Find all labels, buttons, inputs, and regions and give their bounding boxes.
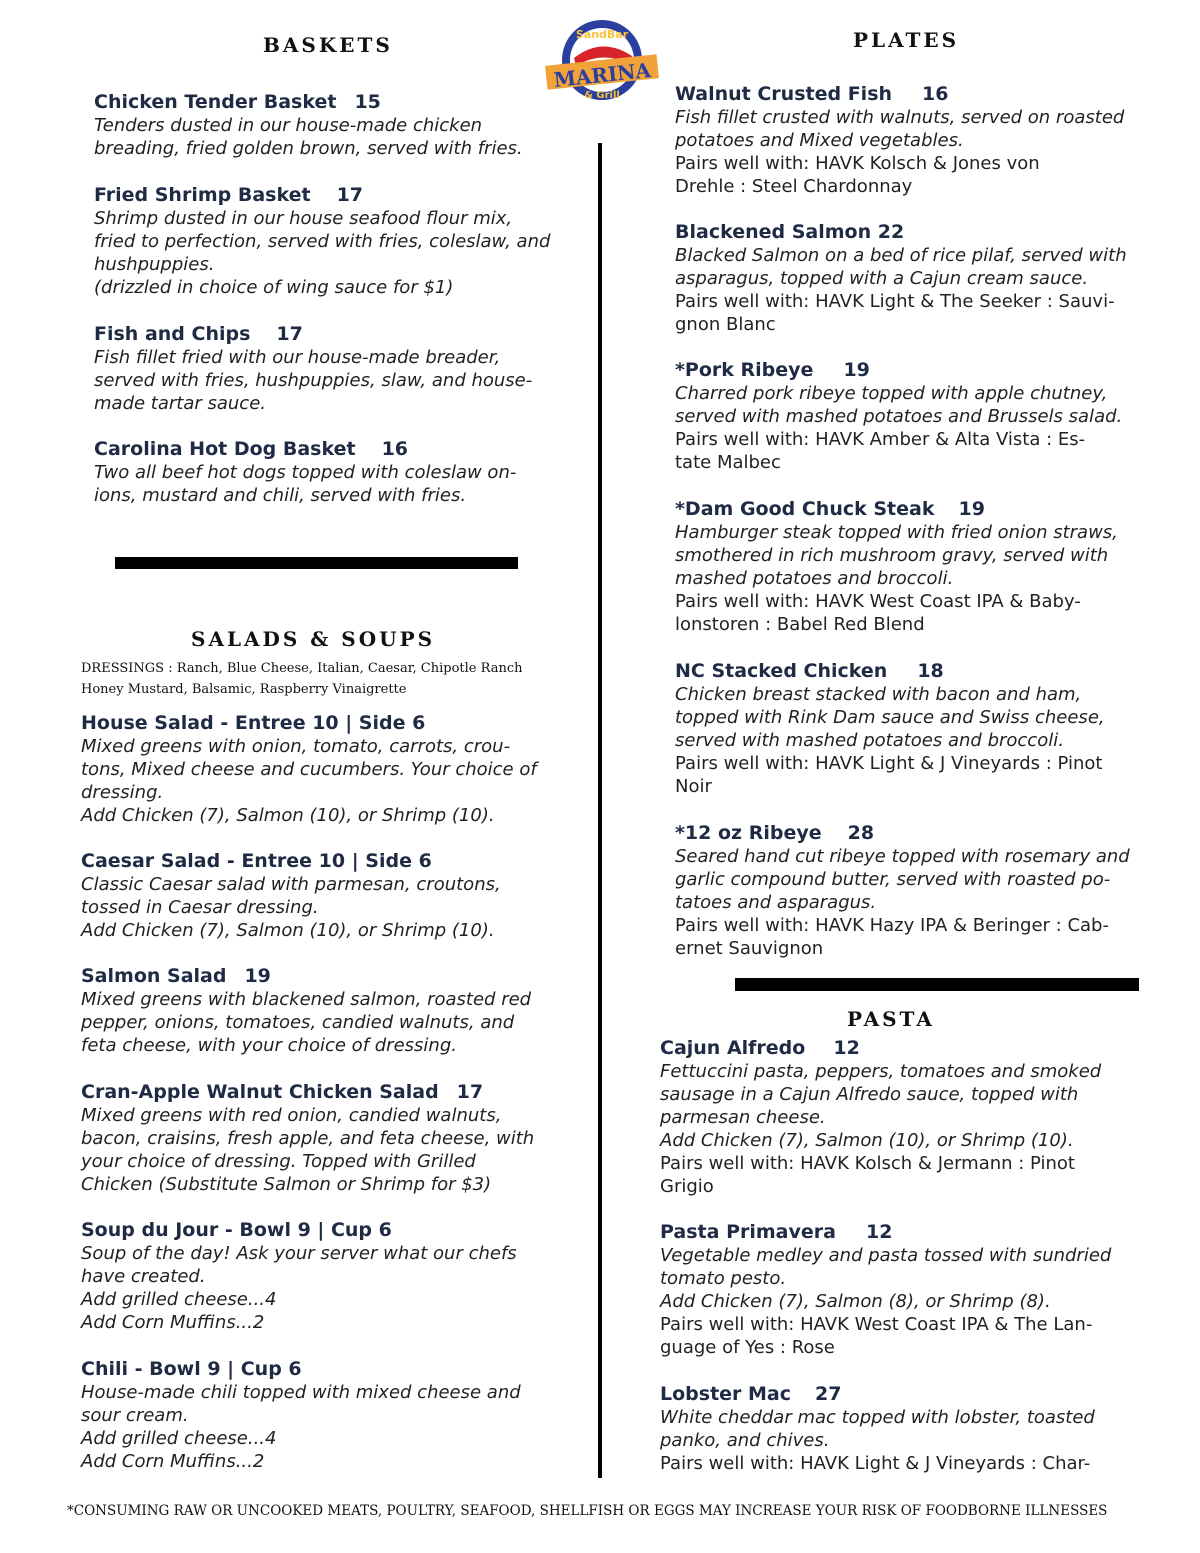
item-pairing-line: Drehle : Steel Chardonnay [675, 176, 913, 197]
item-desc-line: sausage in a Cajun Alfredo sauce, topped with [660, 1084, 1079, 1105]
item-name: Pasta Primavera [660, 1221, 836, 1243]
basket-item [94, 90, 523, 160]
item-desc-line: sour cream. [81, 1405, 189, 1426]
item-price: 16 [922, 83, 949, 105]
salads-title: SALADS & SOUPS [191, 627, 436, 651]
item-name: Caesar Salad - Entree 10 | Side 6 [81, 850, 432, 872]
item-name: *12 oz Ribeye [675, 822, 822, 844]
item-desc-line: served with mashed potatoes and broccoli. [675, 730, 1064, 751]
item-desc-line: Chicken (Substitute Salmon or Shrimp for $3) [81, 1174, 492, 1195]
item-desc-line: (drizzled in choice of wing sauce for $1) [94, 277, 454, 298]
dressings-line: DRESSINGS : Ranch, Blue Cheese, Italian, Caesar, Chipotle Ranch [81, 661, 523, 676]
item-desc-line: served with fries, hushpuppies, slaw, and house- [94, 370, 533, 391]
item-desc-line: Add Chicken (7), Salmon (10), or Shrimp (10). [81, 920, 495, 941]
item-price: 19 [244, 965, 271, 987]
salad-item [81, 849, 501, 942]
item-name: Fried Shrimp Basket [94, 184, 311, 206]
item-desc-line: Add grilled cheese...4 [81, 1289, 277, 1310]
item-desc-line: Charred pork ribeye topped with apple chutney, [675, 383, 1108, 404]
item-name: *Dam Good Chuck Steak [675, 498, 935, 520]
salad-item [81, 1218, 517, 1334]
plate-item [675, 220, 1127, 336]
item-desc-line: White cheddar mac topped with lobster, toasted [660, 1407, 1095, 1428]
item-desc-line: Hamburger steak topped with fried onion straws, [675, 522, 1118, 543]
item-name: House Salad - Entree 10 | Side 6 [81, 712, 426, 734]
item-price: 19 [958, 498, 985, 520]
item-desc-line: Tenders dusted in our house-made chicken [94, 115, 483, 136]
item-desc-line: Shrimp dusted in our house seafood flour mix, [94, 208, 513, 229]
item-desc-line: Two all beef hot dogs topped with coleslaw on- [94, 462, 517, 483]
item-price: 19 [843, 359, 870, 381]
item-pairing-line: tate Malbec [675, 452, 781, 473]
item-desc-line: parmesan cheese. [660, 1107, 826, 1128]
item-pairing-line: Pairs well with: HAVK Light & The Seeker : Sauvi- [675, 291, 1115, 312]
item-desc-line: dressing. [81, 782, 164, 803]
section-divider-plates [735, 978, 1139, 991]
salad-item [81, 711, 537, 827]
item-name: NC Stacked Chicken [675, 660, 888, 682]
item-desc-line: tatoes and asparagus. [675, 892, 877, 913]
item-desc-line: Fish fillet fried with our house-made breader, [94, 347, 501, 368]
item-desc-line: smothered in rich mushroom gravy, served with [675, 545, 1109, 566]
item-price: 17 [276, 323, 303, 345]
item-price: 12 [833, 1037, 860, 1059]
marina-logo-graphic [544, 16, 660, 108]
plate-item [675, 497, 1118, 636]
item-desc-line: Add Chicken (7), Salmon (10), or Shrimp (10). [660, 1130, 1074, 1151]
item-desc-line: Mixed greens with blackened salmon, roasted red [81, 989, 532, 1010]
item-desc-line: served with mashed potatoes and Brussels salad. [675, 406, 1123, 427]
item-desc-line: Add Chicken (7), Salmon (10), or Shrimp (10). [81, 805, 495, 826]
item-desc-line: asparagus, topped with a Cajun cream sauce. [675, 268, 1089, 289]
item-name: Chili - Bowl 9 | Cup 6 [81, 1358, 302, 1380]
item-name: Lobster Mac [660, 1383, 792, 1405]
item-price: 17 [456, 1081, 484, 1103]
item-name: Chicken Tender Basket [94, 91, 337, 113]
pasta-item [660, 1220, 1111, 1359]
item-desc-line: panko, and chives. [660, 1430, 830, 1451]
plate-item [675, 821, 1130, 960]
logo-bottom-text: & Grill [584, 90, 620, 101]
item-pairing-line: Noir [675, 776, 712, 797]
dressings-list [81, 658, 522, 700]
item-price: 16 [381, 438, 409, 460]
item-desc-line: breading, fried golden brown, served with fries. [94, 138, 523, 159]
salad-item [81, 1080, 534, 1196]
item-pairing-line: ernet Sauvignon [675, 938, 824, 959]
item-desc-line: garlic compound butter, served with roasted po- [675, 869, 1111, 890]
item-desc-line: Fettuccini pasta, peppers, tomatoes and smoked [660, 1061, 1102, 1082]
item-price: 27 [815, 1383, 842, 1405]
item-desc-line: Blacked Salmon on a bed of rice pilaf, served with [675, 245, 1127, 266]
item-price: 28 [847, 822, 875, 844]
item-desc-line: topped with Rink Dam sauce and Swiss cheese, [675, 707, 1105, 728]
plate-item [675, 659, 1105, 798]
plate-item [675, 82, 1124, 198]
item-pairing-line: gnon Blanc [675, 314, 776, 335]
item-price: 12 [865, 1221, 893, 1243]
item-name: Cajun Alfredo [660, 1037, 806, 1059]
item-name: Walnut Crusted Fish [675, 83, 893, 105]
item-desc-line: hushpuppies. [94, 254, 215, 275]
item-pairing-line: Pairs well with: HAVK Light & J Vineyards : Char- [660, 1453, 1091, 1474]
item-desc-line: feta cheese, with your choice of dressing. [81, 1035, 457, 1056]
item-desc-line: Seared hand cut ribeye topped with rosemary and [675, 846, 1130, 867]
item-desc-line: Mixed greens with red onion, candied walnuts, [81, 1105, 502, 1126]
item-desc-line: Soup of the day! Ask your server what our chefs [81, 1243, 517, 1264]
column-divider [598, 143, 602, 1478]
item-desc-line: Add grilled cheese...4 [81, 1428, 277, 1449]
item-name: Salmon Salad [81, 965, 227, 987]
item-desc-line: Chicken breast stacked with bacon and ham, [675, 684, 1082, 705]
item-desc-line: Add Corn Muffins...2 [81, 1451, 265, 1472]
item-desc-line: Add Chicken (7), Salmon (8), or Shrimp (8). [660, 1291, 1051, 1312]
item-desc-line: fried to perfection, served with fries, coleslaw, and [94, 231, 551, 252]
item-price: 17 [336, 184, 364, 206]
item-desc-line: tossed in Caesar dressing. [81, 897, 319, 918]
item-price: 15 [354, 91, 381, 113]
item-desc-line: bacon, craisins, fresh apple, and feta cheese, with [81, 1128, 535, 1149]
item-pairing-line: Pairs well with: HAVK West Coast IPA & Baby- [675, 591, 1081, 612]
plates-title: PLATES [853, 28, 960, 52]
item-desc-line: ions, mustard and chili, served with fries. [94, 485, 467, 506]
basket-item [94, 322, 532, 415]
basket-item [94, 183, 550, 299]
item-pairing-line: guage of Yes : Rose [660, 1337, 835, 1358]
item-desc-line: Fish fillet crusted with walnuts, served on roasted [675, 107, 1125, 128]
logo [544, 16, 660, 108]
item-desc-line: tomato pesto. [660, 1268, 787, 1289]
item-desc-line: Mixed greens with onion, tomato, carrots, crou- [81, 736, 511, 757]
item-pairing-line: Pairs well with: HAVK Amber & Alta Vista : Es- [675, 429, 1086, 450]
basket-item [94, 437, 516, 507]
item-name: *Pork Ribeye [675, 359, 814, 381]
section-divider-baskets [115, 557, 518, 569]
item-pairing-line: lonstoren : Babel Red Blend [675, 614, 925, 635]
salad-item [81, 1357, 521, 1473]
item-desc-line: potatoes and Mixed vegetables. [675, 130, 964, 151]
item-pairing-line: Pairs well with: HAVK Light & J Vineyards : Pinot [675, 753, 1103, 774]
item-name: Carolina Hot Dog Basket [94, 438, 356, 460]
item-name: Fish and Chips [94, 323, 251, 345]
plate-item [675, 358, 1122, 474]
item-pairing-line: Pairs well with: HAVK Kolsch & Jermann : Pinot [660, 1153, 1075, 1174]
item-pairing-line: Pairs well with: HAVK Kolsch & Jones von [675, 153, 1040, 174]
baskets-title: BASKETS [263, 33, 393, 57]
item-desc-line: have created. [81, 1266, 206, 1287]
item-desc-line: pepper, onions, tomatoes, candied walnuts, and [81, 1012, 515, 1033]
item-desc-line: Add Corn Muffins...2 [81, 1312, 265, 1333]
item-desc-line: House-made chili topped with mixed cheese and [81, 1382, 521, 1403]
logo-main-text: MARINA [552, 57, 653, 93]
item-desc-line: Classic Caesar salad with parmesan, croutons, [81, 874, 501, 895]
item-pairing-line: Pairs well with: HAVK West Coast IPA & The Lan- [660, 1314, 1093, 1335]
logo-top-text: SandBar [575, 28, 629, 41]
item-price: 18 [917, 660, 944, 682]
item-desc-line: mashed potatoes and broccoli. [675, 568, 954, 589]
dressings-line: Honey Mustard, Balsamic, Raspberry Vinaigrette [81, 682, 407, 697]
pasta-item [660, 1382, 1095, 1475]
food-safety-disclaimer: *CONSUMING RAW OR UNCOOKED MEATS, POULTRY, SEAFOOD, SHELLFISH OR EGGS MAY INCREASE YOUR RISK OF FOODBORNE ILLNESSES [67, 1503, 1108, 1519]
pasta-title: PASTA [847, 1007, 935, 1031]
item-name: Blackened Salmon 22 [675, 221, 905, 243]
item-desc-line: Vegetable medley and pasta tossed with sundried [660, 1245, 1112, 1266]
item-name: Soup du Jour - Bowl 9 | Cup 6 [81, 1219, 392, 1241]
item-desc-line: made tartar sauce. [94, 393, 266, 414]
item-name: Cran-Apple Walnut Chicken Salad [81, 1081, 439, 1103]
item-pairing-line: Grigio [660, 1176, 714, 1197]
pasta-item [660, 1036, 1101, 1198]
item-desc-line: your choice of dressing. Topped with Grilled [81, 1151, 476, 1172]
salad-item [81, 964, 531, 1057]
item-pairing-line: Pairs well with: HAVK Hazy IPA & Beringer : Cab- [675, 915, 1109, 936]
item-desc-line: tons, Mixed cheese and cucumbers. Your choice of [81, 759, 537, 780]
